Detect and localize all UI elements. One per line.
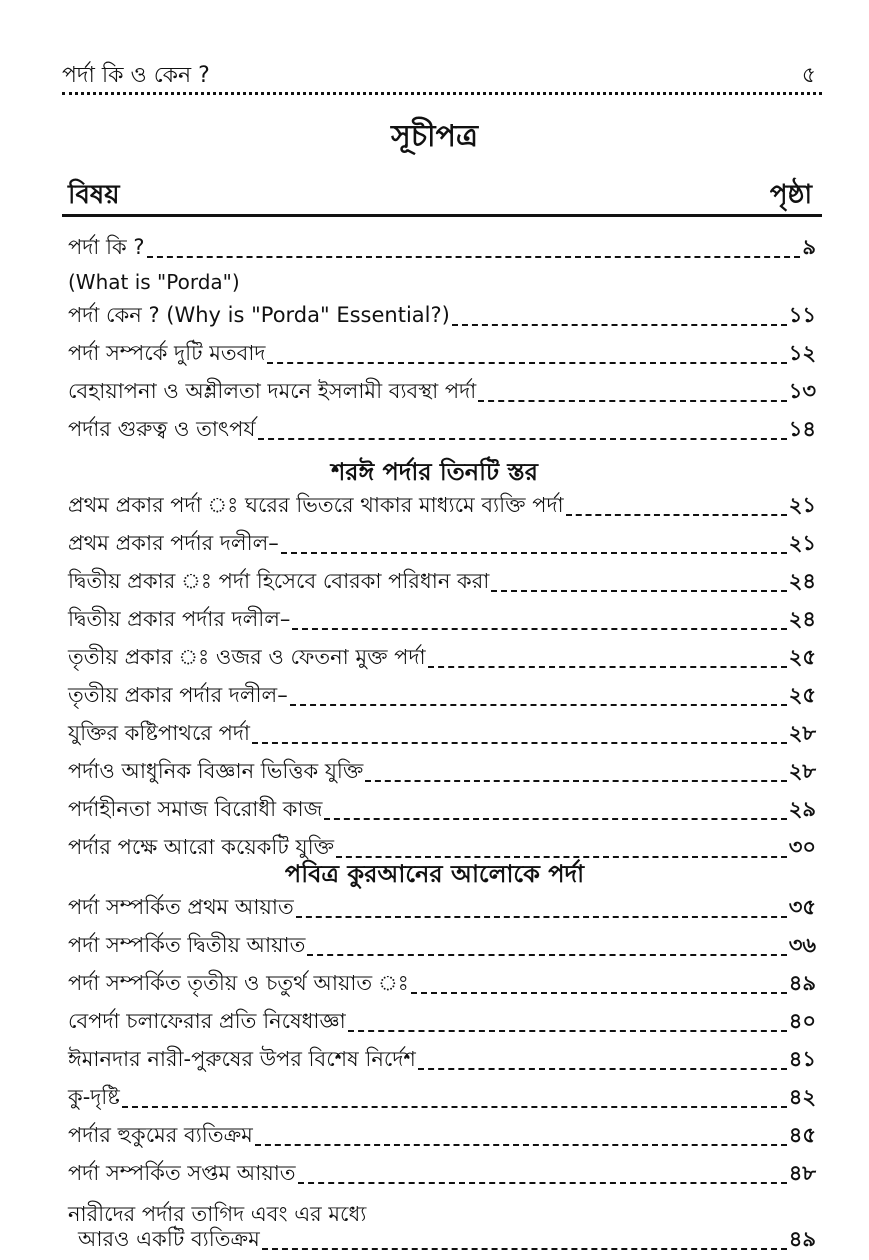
- toc-entry: [68, 1158, 816, 1192]
- toc-entry: [68, 718, 816, 752]
- leader-dots: [491, 590, 786, 592]
- toc-entry-text: পর্দা কেন ? (Why is "Porda" Essential?): [68, 303, 450, 327]
- toc-entry: [68, 300, 816, 334]
- leader-dots: [428, 666, 787, 668]
- toc-entry-page: ২৫: [788, 645, 816, 669]
- toc-entry-page: ৪২: [788, 1085, 816, 1109]
- toc-entry-text: পর্দার হুকুমের ব্যতিক্রম: [68, 1123, 253, 1147]
- page-column-label: পৃষ্ঠা: [769, 180, 812, 210]
- toc-entry-text: তৃতীয় প্রকার ঃ ওজর ও ফেতনা মুক্ত পর্দা: [68, 645, 426, 669]
- toc-entry-page: ২৫: [788, 683, 816, 707]
- toc-entry-page: ২৪: [788, 569, 816, 593]
- leader-dots: [292, 628, 786, 630]
- toc-entry: [68, 1006, 816, 1040]
- leader-dots: [411, 992, 787, 994]
- toc-entry-page: ৩৫: [788, 895, 816, 919]
- toc-entry: [68, 414, 816, 448]
- toc-entry-page: ৩০: [788, 835, 816, 859]
- leader-dots: [122, 1106, 787, 1108]
- leader-dots: [262, 1248, 787, 1250]
- toc-entry-page: ৪০: [788, 1009, 816, 1033]
- toc-entry-page: ১৪: [788, 417, 816, 441]
- toc-entry: [68, 642, 816, 676]
- toc-entry-text: কু-দৃষ্টি: [68, 1085, 120, 1109]
- subject-column-label: বিষয়: [68, 180, 120, 210]
- book-title: পর্দা কি ও কেন ?: [62, 63, 210, 88]
- toc-entry-text: পর্দা সম্পর্কিত প্রথম আয়াত: [68, 895, 294, 919]
- toc-entry-page: ৯: [802, 235, 816, 259]
- toc-entry-text: পর্দা সম্পর্কিত সপ্তম আয়াত: [68, 1161, 296, 1185]
- toc-entry-text: ঈমানদার নারী-পুরুষের উপর বিশেষ নির্দেশ: [68, 1047, 416, 1071]
- toc-entry-text: বেহায়াপনা ও অশ্লীলতা দমনে ইসলামী ব্যবস্থা পর্দা: [68, 379, 477, 403]
- toc-entry-text: পর্দাহীনতা সমাজ বিরোধী কাজ: [68, 797, 323, 821]
- page-number: ৫: [801, 63, 816, 88]
- leader-dots: [258, 438, 787, 440]
- toc-entry-page: ৪১: [788, 1047, 816, 1071]
- toc-entry: [68, 1044, 816, 1078]
- toc-entry-page: ২৮: [788, 759, 816, 783]
- leader-dots: [147, 256, 801, 258]
- toc-entry-page: ২৮: [788, 721, 816, 745]
- toc-entry-page: ২৯: [788, 797, 816, 821]
- leader-dots: [307, 954, 786, 956]
- toc-entry: [68, 232, 816, 266]
- column-header: [62, 172, 822, 217]
- toc-entry: [78, 1224, 816, 1258]
- toc-entry: [68, 566, 816, 600]
- toc-entry: [68, 892, 816, 926]
- toc-entry-text: যুক্তির কষ্টিপাথরে পর্দা: [68, 721, 251, 745]
- toc-entry-text: পর্দাও আধুনিক বিজ্ঞান ভিত্তিক যুক্তি: [68, 759, 364, 783]
- section-heading: পবিত্র কুরআনের আলোকে পর্দা: [284, 860, 585, 888]
- toc-entry: [68, 680, 816, 714]
- leader-dots: [324, 818, 786, 820]
- toc-entry-text: পর্দা সম্পর্কিত দ্বিতীয় আয়াত: [68, 933, 306, 957]
- toc-entry-text: পর্দা সম্পর্কে দুটি মতবাদ: [68, 341, 266, 365]
- leader-dots: [267, 362, 786, 364]
- toc-entry-page: ২১: [788, 531, 816, 555]
- leader-dots: [298, 1182, 787, 1184]
- toc-entry: [68, 930, 816, 964]
- toc-entry: [68, 338, 816, 372]
- leader-dots: [348, 1030, 787, 1032]
- toc-entry-text: প্রথম প্রকার পর্দার দলীল–: [68, 531, 279, 555]
- toc-entry-page: ৩৬: [788, 933, 816, 957]
- toc-entry-page: ২৪: [788, 607, 816, 631]
- toc-entry: [68, 490, 816, 524]
- toc-entry-page: ২১: [788, 493, 816, 517]
- leader-dots: [418, 1068, 787, 1070]
- leader-dots: [290, 704, 787, 706]
- toc-entry-page: ৪৫: [788, 1123, 816, 1147]
- toc-entry: [68, 756, 816, 790]
- toc-entry-page: ৪৯: [788, 971, 816, 995]
- toc-entry: [68, 1082, 816, 1116]
- toc-entry: [68, 1120, 816, 1154]
- toc-entry-page: ১৩: [788, 379, 816, 403]
- toc-entry-text: দ্বিতীয় প্রকার পর্দার দলীল–: [68, 607, 291, 631]
- toc-entry: [68, 604, 816, 638]
- toc-entry-text: আরও একটি ব্যতিক্রম: [78, 1227, 260, 1251]
- toc-entry-page: ১২: [788, 341, 816, 365]
- running-header: [62, 56, 822, 95]
- toc-entry: [68, 528, 816, 562]
- leader-dots: [252, 742, 787, 744]
- toc-entry: [68, 968, 816, 1002]
- toc-entry-text: তৃতীয় প্রকার পর্দার দলীল–: [68, 683, 288, 707]
- toc-entry: [68, 376, 816, 410]
- leader-dots: [478, 400, 786, 402]
- leader-dots: [296, 916, 787, 918]
- leader-dots: [281, 552, 787, 554]
- leader-dots: [452, 324, 787, 326]
- leader-dots: [365, 780, 786, 782]
- section-heading: শরঈ পর্দার তিনটি স্তর: [331, 458, 538, 486]
- toc-entry-text: বেপর্দা চলাফেরার প্রতি নিষেধাজ্ঞা: [68, 1009, 346, 1033]
- toc-entry-text: প্রথম প্রকার পর্দা ঃ ঘরের ভিতরে থাকার মাধ্যমে ব্যক্তি পর্দা: [68, 493, 564, 517]
- toc-entry-text: পর্দার পক্ষে আরো কয়েকটি যুক্তি: [68, 835, 335, 859]
- toc-entry-text: পর্দা সম্পর্কিত তৃতীয় ও চতুর্থ আয়াত ঃ: [68, 971, 409, 995]
- leader-dots: [255, 1144, 787, 1146]
- toc-entry-continuation: নারীদের পর্দার তাগিদ এবং এর মধ্যে: [68, 1202, 367, 1226]
- toc-entry: [68, 794, 816, 828]
- toc-entry-text: পর্দার গুরুত্ব ও তাৎপর্য: [68, 417, 256, 441]
- toc-entry-subline: (What is "Porda"): [68, 270, 240, 294]
- page-title: সূচীপত্র: [391, 119, 478, 154]
- toc-entry-page: ৪৮: [788, 1161, 816, 1185]
- leader-dots: [566, 514, 787, 516]
- toc-entry-page: ৪৯: [788, 1227, 816, 1251]
- toc-entry-text: দ্বিতীয় প্রকার ঃ পর্দা হিসেবে বোরকা পরিধান করা: [68, 569, 490, 593]
- toc-entry-page: ১১: [788, 303, 816, 327]
- toc-entry-text: পর্দা কি ?: [68, 235, 145, 259]
